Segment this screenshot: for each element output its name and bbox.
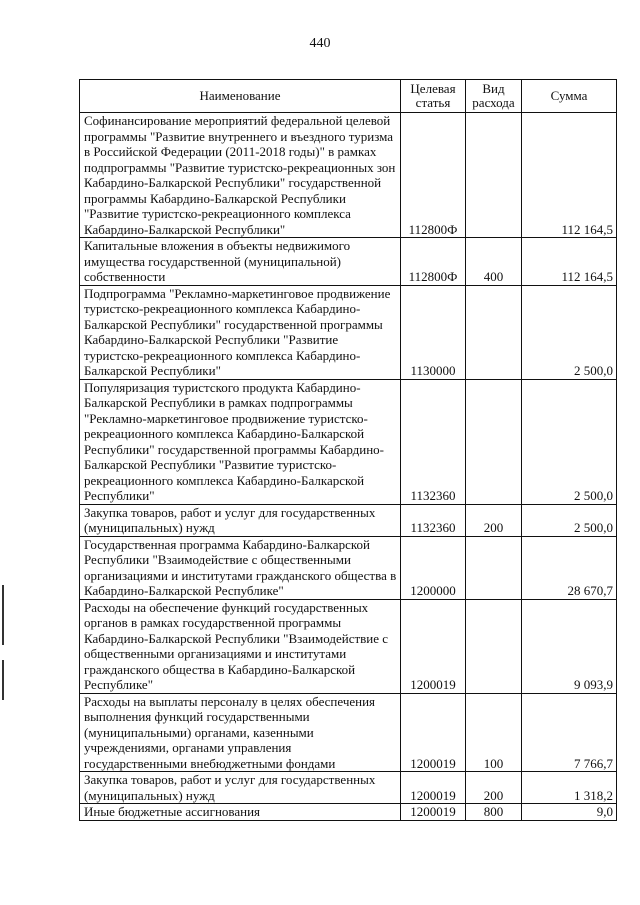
row-name-cell: Расходы на выплаты персоналу в целях обеспечения выполнения функций государственными (муниципальными) органами, казенными учреждениями, органами управления государственными внебюджетными фондами bbox=[80, 693, 401, 772]
row-expense-type-cell bbox=[466, 536, 522, 599]
row-target-article-cell: 1200000 bbox=[401, 536, 466, 599]
page-number: 440 bbox=[309, 36, 331, 51]
table-header-row bbox=[80, 80, 617, 113]
row-target-article-cell: 1132360 bbox=[401, 504, 466, 536]
row-target-article-cell: 112800Ф bbox=[401, 113, 466, 238]
table-row bbox=[80, 504, 617, 536]
row-expense-type-cell: 400 bbox=[466, 238, 522, 286]
row-name-cell: Софинансирование мероприятий федеральной целевой программы "Развитие внутреннего и въездного туризма в Российской Федерации (2011-2018 годы)" в рамках подпрограммы "Развитие туристско-рекреационных зон Кабардино-Балкарской Республики" государственной программы Кабардино-Балкарской Республики "Развитие туристско-рекреационного комплекса Кабардино-Балкарской Республики" bbox=[80, 113, 401, 238]
row-expense-type-cell: 800 bbox=[466, 804, 522, 821]
row-target-article-cell: 112800Ф bbox=[401, 238, 466, 286]
table-row bbox=[80, 379, 617, 504]
row-name-cell: Закупка товаров, работ и услуг для государственных (муниципальных) нужд bbox=[80, 504, 401, 536]
row-expense-type-cell: 100 bbox=[466, 693, 522, 772]
row-target-article-cell: 1200019 bbox=[401, 599, 466, 693]
row-sum-cell: 2 500,0 bbox=[522, 285, 617, 379]
row-sum-cell: 28 670,7 bbox=[522, 536, 617, 599]
row-name-cell: Капитальные вложения в объекты недвижимого имущества государственной (муниципальной) собственности bbox=[80, 238, 401, 286]
row-target-article-cell: 1200019 bbox=[401, 804, 466, 821]
row-sum-cell: 2 500,0 bbox=[522, 504, 617, 536]
row-name-cell: Государственная программа Кабардино-Балкарской Республики "Взаимодействие с общественными организациями и институтами гражданского общества в Кабардино-Балкарской Республике" bbox=[80, 536, 401, 599]
row-expense-type-cell bbox=[466, 599, 522, 693]
table-row bbox=[80, 238, 617, 286]
header-sum: Сумма bbox=[522, 80, 617, 113]
row-expense-type-cell: 200 bbox=[466, 772, 522, 804]
row-sum-cell: 1 318,2 bbox=[522, 772, 617, 804]
row-expense-type-cell bbox=[466, 379, 522, 504]
row-expense-type-cell: 200 bbox=[466, 504, 522, 536]
header-name: Наименование bbox=[80, 80, 401, 113]
table-row bbox=[80, 285, 617, 379]
row-sum-cell: 7 766,7 bbox=[522, 693, 617, 772]
header-expense-type: Вид расхода bbox=[466, 80, 522, 113]
row-target-article-cell: 1200019 bbox=[401, 772, 466, 804]
row-name-cell: Закупка товаров, работ и услуг для государственных (муниципальных) нужд bbox=[80, 772, 401, 804]
row-target-article-cell: 1200019 bbox=[401, 693, 466, 772]
row-sum-cell: 2 500,0 bbox=[522, 379, 617, 504]
table-row bbox=[80, 804, 617, 821]
table-row bbox=[80, 599, 617, 693]
row-target-article-cell: 1130000 bbox=[401, 285, 466, 379]
row-sum-cell: 112 164,5 bbox=[522, 238, 617, 286]
row-sum-cell: 9,0 bbox=[522, 804, 617, 821]
table-body bbox=[80, 113, 617, 821]
row-target-article-cell: 1132360 bbox=[401, 379, 466, 504]
table-row bbox=[80, 113, 617, 238]
table-row bbox=[80, 536, 617, 599]
scan-margin-mark bbox=[2, 585, 4, 645]
row-sum-cell: 9 093,9 bbox=[522, 599, 617, 693]
row-name-cell: Популяризация туристского продукта Кабардино-Балкарской Республики в рамках подпрограммы "Рекламно-маркетинговое продвижение туристско-рекреационного комплекса Кабардино-Балкарской Республики" государственной программы Кабардино-Балкарской Республики "Развитие туристско-рекреационного комплекса Кабардино-Балкарской Республики" bbox=[80, 379, 401, 504]
budget-table bbox=[79, 79, 617, 821]
scan-margin-mark bbox=[2, 660, 4, 700]
row-expense-type-cell bbox=[466, 285, 522, 379]
table-row bbox=[80, 772, 617, 804]
row-expense-type-cell bbox=[466, 113, 522, 238]
header-target-article: Целевая статья bbox=[401, 80, 466, 113]
table-row bbox=[80, 693, 617, 772]
row-name-cell: Расходы на обеспечение функций государственных органов в рамках государственной программы Кабардино-Балкарской Республики "Взаимодействие с общественными организациями и институтами гражданского общества в Кабардино-Балкарской Республике" bbox=[80, 599, 401, 693]
row-name-cell: Иные бюджетные ассигнования bbox=[80, 804, 401, 821]
row-sum-cell: 112 164,5 bbox=[522, 113, 617, 238]
row-name-cell: Подпрограмма "Рекламно-маркетинговое продвижение туристско-рекреационного комплекса Кабардино-Балкарской Республики" государственной программы Кабардино-Балкарской Республики "Развитие туристско-рекреационного комплекса Кабардино-Балкарской Республики" bbox=[80, 285, 401, 379]
